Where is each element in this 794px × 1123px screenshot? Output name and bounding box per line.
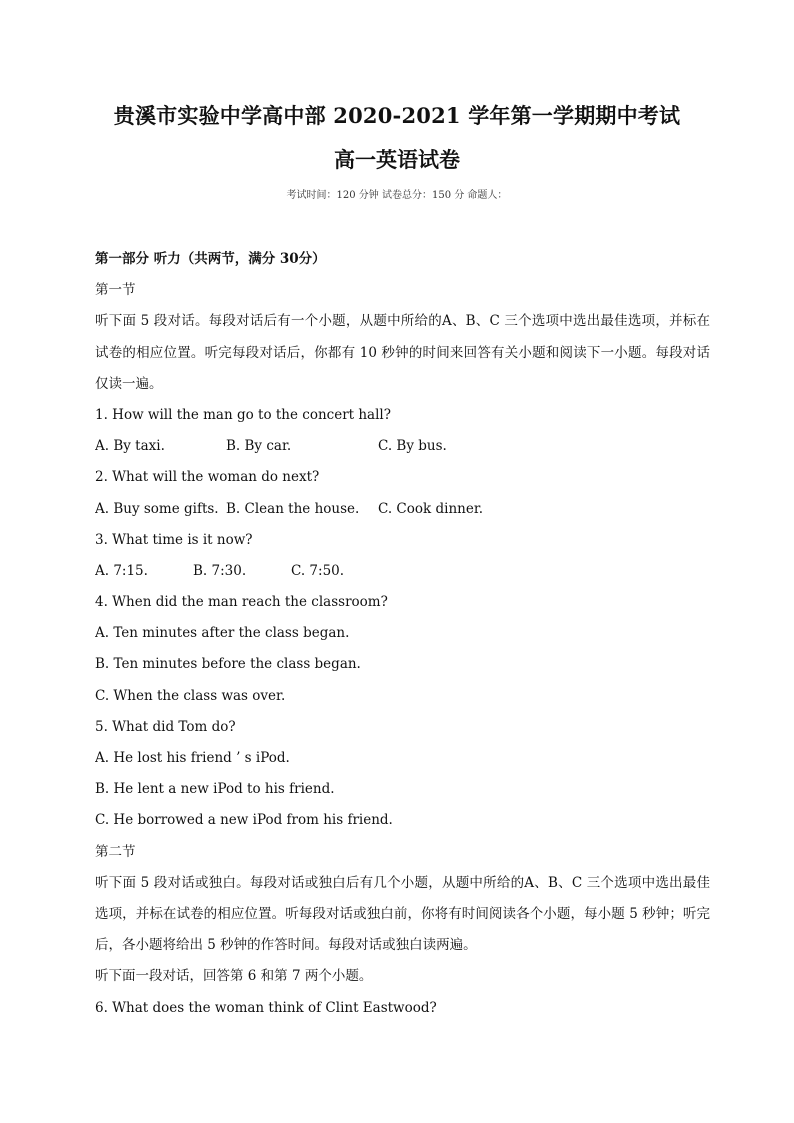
option-b: B. Ten minutes before the class began. bbox=[95, 656, 361, 673]
question-text: 1. How will the man go to the concert hall? bbox=[95, 406, 391, 423]
section-label: 第二节 bbox=[95, 843, 136, 860]
option-c: C. When the class was over. bbox=[95, 687, 286, 704]
option-c: C. He borrowed a new iPod from his friend. bbox=[95, 812, 393, 829]
part-heading: 第一部分 听力（共两节，满分 30分） bbox=[95, 251, 326, 267]
option-a: A. Ten minutes after the class began. bbox=[95, 625, 350, 642]
question-text: 5. What did Tom do? bbox=[95, 718, 236, 735]
question-text: 2. What will the woman do next? bbox=[95, 469, 320, 486]
options-row bbox=[95, 494, 710, 525]
option-a: A. Buy some gifts. bbox=[95, 500, 219, 517]
option-b: B. He lent a new iPod to his friend. bbox=[95, 781, 335, 798]
exam-info: 考试时间：120 分钟 试卷总分：150 分 命题人： bbox=[286, 190, 508, 201]
option-c: C. By bus. bbox=[378, 438, 447, 455]
section-label: 第一节 bbox=[95, 282, 136, 299]
option-b: B. Clean the house. bbox=[226, 500, 360, 517]
exam-subtitle: 高一英语试卷 bbox=[334, 147, 460, 172]
options-row bbox=[95, 431, 710, 462]
exam-title: 贵溪市实验中学高中部 2020-2021 学年第一学期期中考试 bbox=[113, 103, 681, 128]
option-a: A. 7:15. bbox=[95, 562, 148, 579]
option-b: B. By car. bbox=[226, 438, 292, 455]
option-c: C. 7:50. bbox=[291, 562, 345, 579]
sub-instruction: 听下面一段对话，回答第 6 和第 7 两个小题。 bbox=[95, 968, 373, 985]
option-b: B. 7:30. bbox=[193, 562, 247, 579]
question-text: 6. What does the woman think of Clint Eastwood? bbox=[95, 999, 437, 1016]
question-text: 4. When did the man reach the classroom? bbox=[95, 594, 388, 611]
option-c: C. Cook dinner. bbox=[378, 500, 484, 517]
option-a: A. He lost his friend ’ s iPod. bbox=[95, 750, 290, 767]
question-text: 3. What time is it now? bbox=[95, 531, 253, 548]
section-instructions: 听下面 5 段对话或独白。每段对话或独白后有几个小题，从题中所给的A、B、C 三个选项中选出最佳选项，并标在试卷的相应位置。听每段对话或独白前，你将有时间阅读各个小题，每小题 5 秒钟；听完后，各小题将给出 5 秒钟的作答时间。每段对话或独白读两遍。 bbox=[95, 874, 710, 954]
options-row bbox=[95, 556, 710, 587]
section-instructions: 听下面 5 段对话。每段对话后有一个小题，从题中所给的A、B、C 三个选项中选出最佳选项，并标在试卷的相应位置。听完每段对话后，你都有 10 秒钟的时间来回答有关小题和阅读下一小题。每段对话仅读一遍。 bbox=[95, 313, 710, 392]
exam-content bbox=[95, 244, 710, 1024]
option-a: A. By taxi. bbox=[95, 438, 165, 455]
